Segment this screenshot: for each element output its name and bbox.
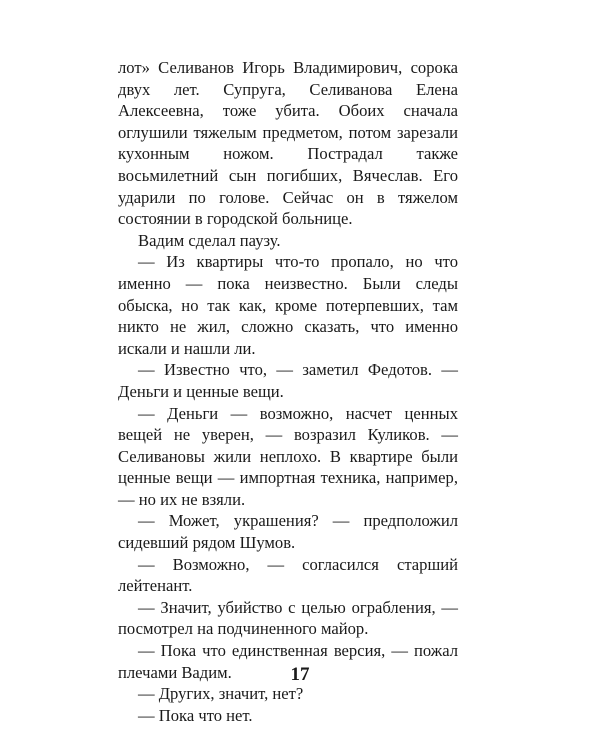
paragraph-5: — Деньги — возможно, насчет ценных вещей не уверен, — возразил Куликов. — Селивановы жили неплохо. В квартире были ценные вещи — импортная техника, например, — но их не взяли.	[118, 403, 458, 509]
paragraph-7: — Возможно, — согласился старший лейтенант.	[118, 554, 458, 596]
paragraph-1: лот» Селиванов Игорь Владимирович, сорока двух лет. Супруга, Селиванова Елена Алексеевна, тоже убита. Обоих сначала оглушили тяжелым предметом, потом зарезали кухонным ножом. Пострадал также восьмилетний сын погибших, Вячеслав. Его ударили по голове. Сейчас он в тяжелом состоянии в городской больнице.	[118, 58, 458, 229]
paragraph-11: — Пока что нет.	[138, 705, 253, 725]
paragraph-10: — Других, значит, нет?	[138, 684, 304, 704]
paragraph-6: — Может, украшения? — предположил сидевший рядом Шумов.	[118, 511, 458, 553]
paragraph-4: — Известно что, — заметил Федотов. — Деньги и ценные вещи.	[118, 360, 458, 401]
paragraph-3: — Из квартиры что-то пропало, но что именно — пока неизвестно. Были следы обыска, но так как, кроме потерпевших, там никто не жил, сложно сказать, что именно искали и нашли ли.	[118, 252, 458, 358]
paragraph-9: — Пока что единственная версия, — пожал плечами Вадим.	[118, 641, 458, 682]
page-number: 17	[290, 664, 310, 685]
body-text	[118, 57, 458, 726]
paragraph-8: — Значит, убийство с целью ограбления, — посмотрел на подчиненного майор.	[118, 597, 458, 639]
paragraph-2: Вадим сделал паузу.	[138, 230, 281, 250]
